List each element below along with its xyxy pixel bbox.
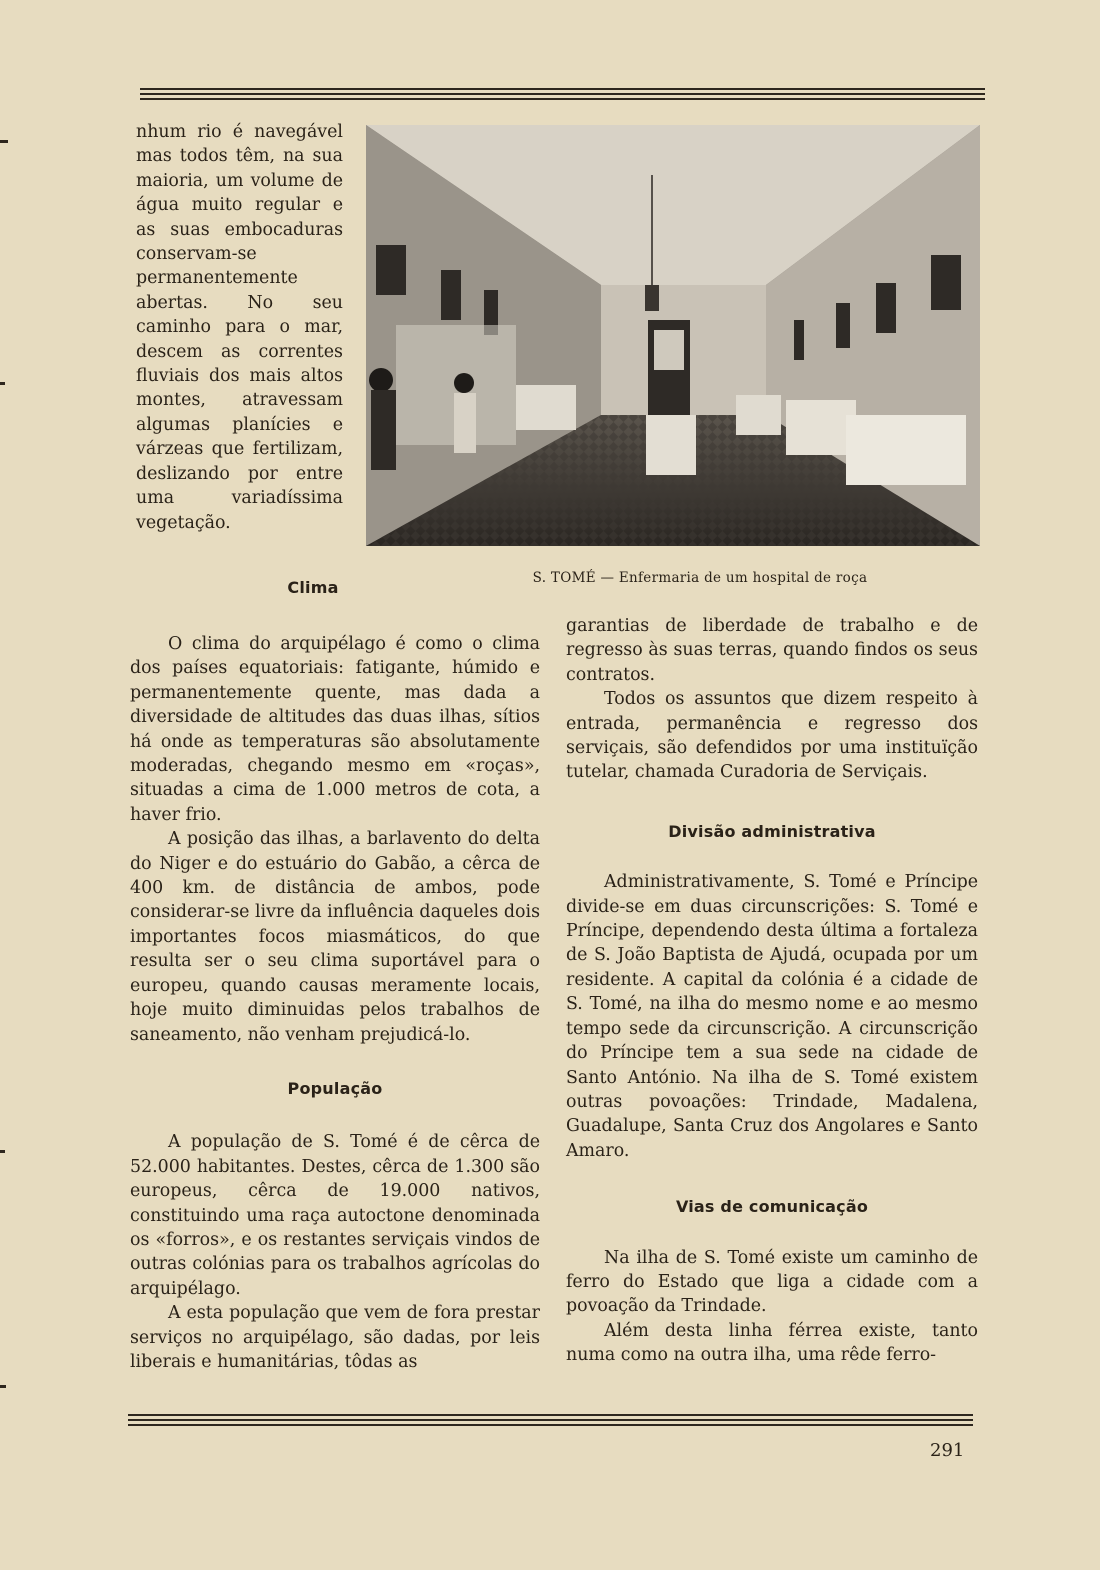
paragraph: O clima do arquipélago é como o clima dos países equatoriais: fatigante, húmido e permanentemente quente, mas dada a diversidade de altitudes das duas ilhas, sítios há onde as temperaturas são absolutamente moderadas, chegando mesmo em «roças», situadas a cima de 1.000 metros de cota, a haver frio. (130, 634, 540, 825)
heading-clima: Clima (287, 578, 339, 597)
bottom-rule (128, 1414, 973, 1429)
paragraph: A população de S. Tomé é de cêrca de 52.000 habitantes. Destes, cêrca de 1.300 são europeus, cêrca de 19.000 nativos, constituindo uma raça autoctone denominada os «forros», e os restantes serviçais vindos de outras colónias para os trabalhos agrícolas do arquipélago. (130, 1132, 540, 1299)
heading-divisao-administrativa: Divisão administrativa (668, 821, 876, 841)
paragraph: Além desta linha férrea existe, tanto numa como na outra ilha, uma rêde ferro- (566, 1320, 978, 1366)
margin-mark (0, 1150, 5, 1153)
hospital-ward-illustration (366, 125, 980, 546)
photo-caption: S. TOMÉ — Enfermaria de um hospital de roça (532, 570, 868, 586)
margin-mark (0, 140, 8, 143)
page-number: 291 (930, 1440, 965, 1461)
margin-mark (0, 1385, 6, 1388)
paragraph: garantias de liberdade de trabalho e de regresso às suas terras, quando findos os seus contratos. (566, 616, 978, 685)
paragraph: Administrativamente, S. Tomé e Príncipe divide-se em duas circunscrições: S. Tomé e Príncipe, dependendo desta última a fortaleza de S. João Baptista de Ajudá, ocupada por um residente. A capital da colónia é a cidade de S. Tomé, na ilha do mesmo nome e ao mesmo tempo sede da circunscrição. A circunscrição do Príncipe tem a sua sede na cidade de Santo António. Na ilha de S. Tomé existem outras povoações: Trindade, Madalena, Guadalupe, Santa Cruz dos Angolares e Santo Amaro. (566, 872, 978, 1161)
heading-populacao: População (287, 1078, 383, 1098)
paragraph: Todos os assuntos que dizem respeito à entrada, permanência e regresso dos serviçais, são defendidos por uma instituïção tutelar, chamada Curadoria de Serviçais. (566, 689, 978, 783)
right-text-column (566, 614, 978, 1368)
hospital-ward-photo (366, 125, 980, 546)
narrow-text-column (136, 120, 343, 535)
paragraph: A posição das ilhas, a barlavento do delta do Niger e do estuário do Gabão, a cêrca de 400 km. de distância de ambos, pode considerar-se livre da influência daqueles dois importantes focos miasmáticos, do que resulta ser o seu clima suportável para o europeu, quando causas meramente locais, hoje muito diminuidas pelos trabalhos de saneamento, não venham prejudicá-lo. (130, 829, 540, 1045)
paragraph: nhum rio é navegável mas todos têm, na sua maioria, um volume de água muito regular e as suas embocaduras conservam-se permanentemente abertas. No seu caminho para o mar, descem as correntes fluviais dos mais altos montes, atravessam algumas planícies e várzeas que fertilizam, deslizando por entre uma variadíssima vegetação. (136, 122, 343, 533)
left-text-column (130, 632, 540, 1374)
paragraph: Na ilha de S. Tomé existe um caminho de ferro do Estado que liga a cidade com a povoação da Trindade. (566, 1247, 978, 1317)
margin-mark (0, 382, 5, 385)
paragraph: A esta população que vem de fora prestar serviços no arquipélago, são dadas, por leis liberais e humanitárias, tôdas as (130, 1303, 540, 1372)
top-rule (140, 88, 985, 103)
heading-vias-de-comunicacao: Vias de comunicação (675, 1197, 869, 1217)
